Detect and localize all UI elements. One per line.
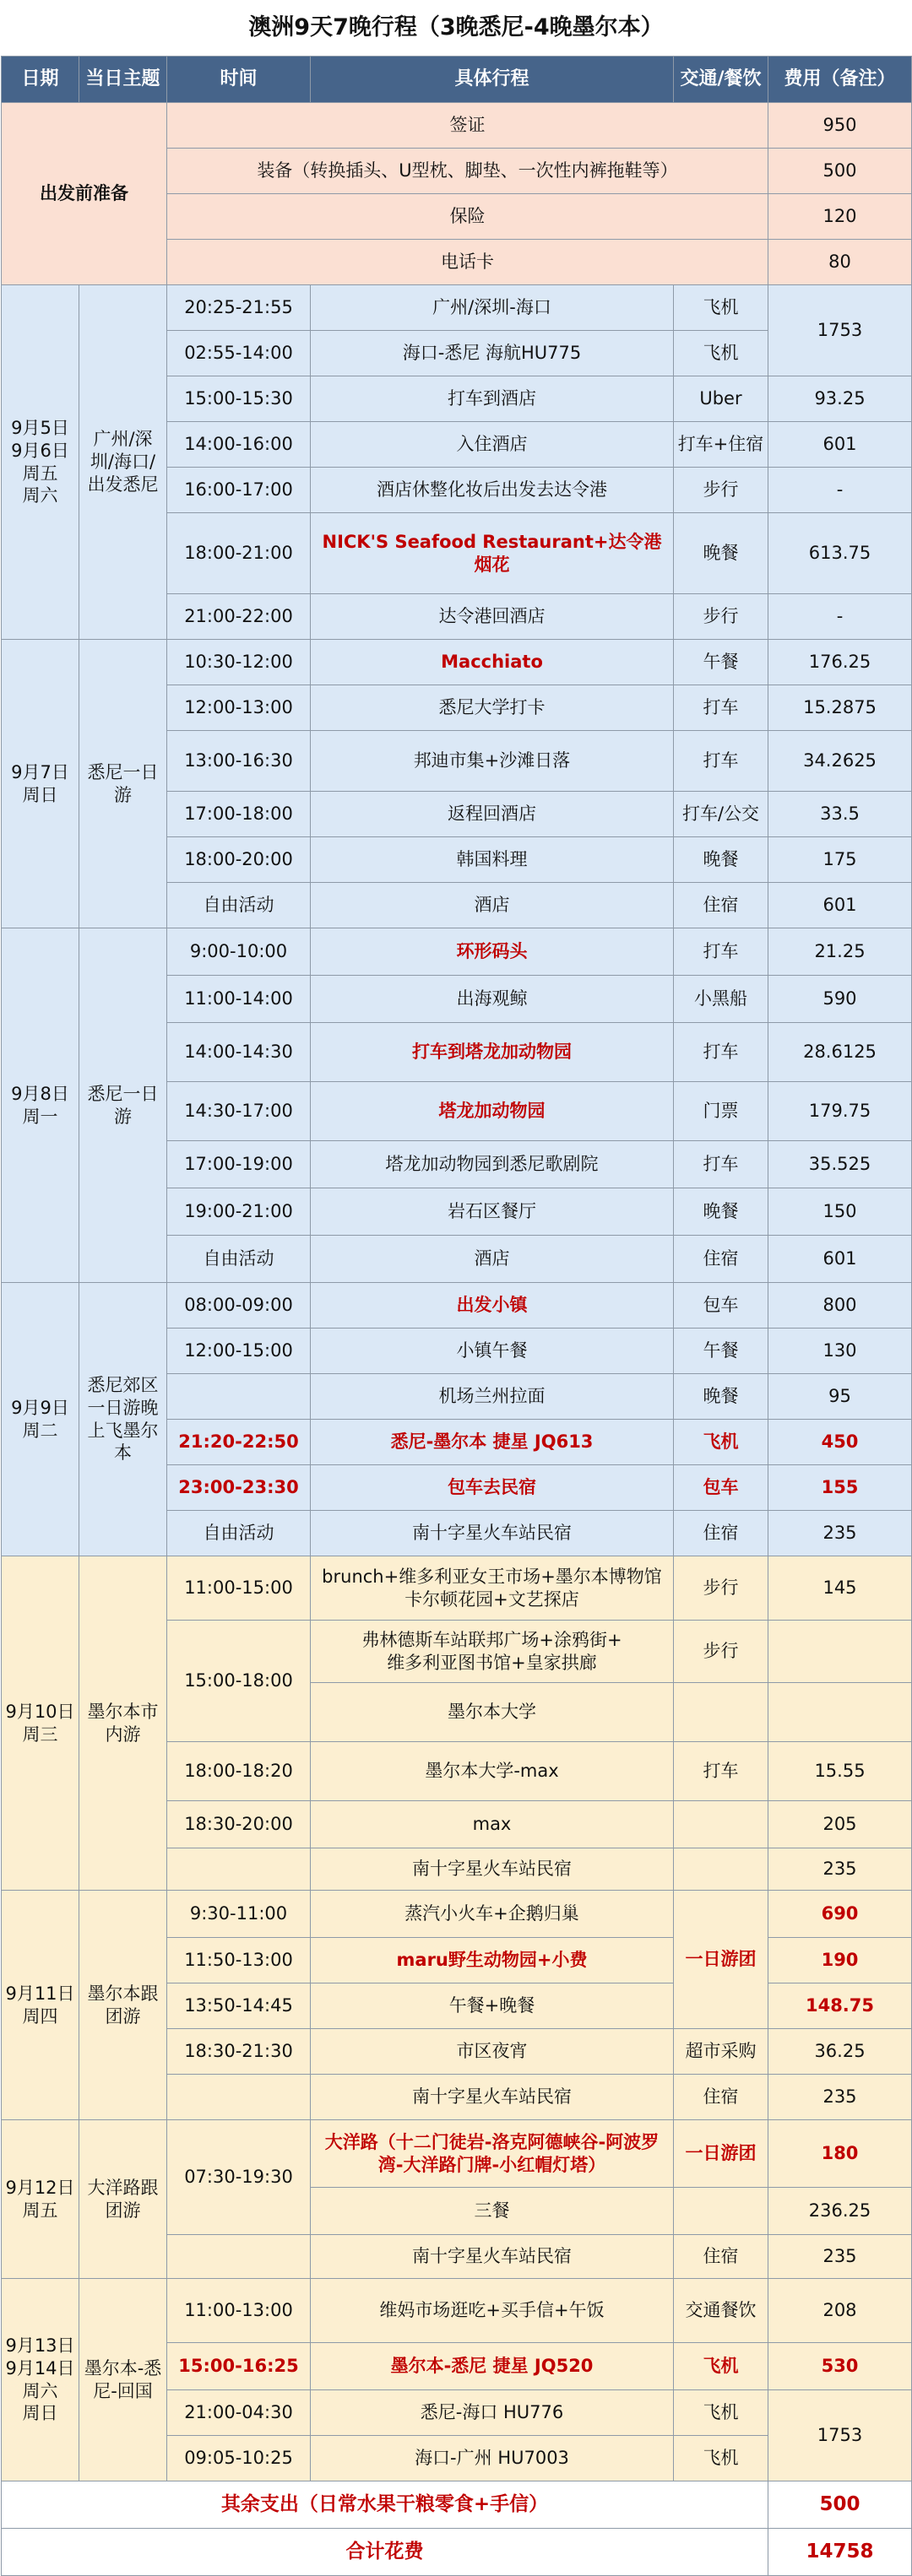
transport-cell: 一日游团 <box>674 1891 768 2029</box>
transport-cell: 打车 <box>674 685 768 731</box>
day-theme: 悉尼一日游 <box>79 640 167 928</box>
time-cell: 自由活动 <box>167 1236 311 1283</box>
transport-cell: 住宿 <box>674 2075 768 2120</box>
table-row <box>2 928 912 976</box>
time-cell: 09:05-10:25 <box>167 2436 311 2481</box>
header-time: 时间 <box>167 57 311 103</box>
time-cell: 20:25-21:55 <box>167 285 311 331</box>
pre-item: 签证 <box>167 103 768 149</box>
activity-cell: 南十字星火车站民宿 <box>311 1848 674 1891</box>
time-cell <box>167 2235 311 2279</box>
activity-cell: 入住酒店 <box>311 422 674 468</box>
transport-cell: 打车 <box>674 1742 768 1801</box>
time-cell: 21:00-22:00 <box>167 594 311 640</box>
transport-cell: 住宿 <box>674 883 768 928</box>
activity-cell: 酒店休整化妆后出发去达令港 <box>311 468 674 513</box>
activity-cell: 酒店 <box>311 1236 674 1283</box>
activity-cell: 机场兰州拉面 <box>311 1374 674 1420</box>
transport-cell <box>674 1683 768 1742</box>
time-cell: 15:00-18:00 <box>167 1621 311 1742</box>
time-cell: 14:00-16:00 <box>167 422 311 468</box>
cost-cell: 601 <box>768 883 912 928</box>
cost-cell: 601 <box>768 422 912 468</box>
day-date: 9月12日 周五 <box>2 2120 79 2279</box>
transport-cell: 步行 <box>674 594 768 640</box>
activity-cell: brunch+维多利亚女王市场+墨尔本博物馆 卡尔顿花园+文艺探店 <box>311 1556 674 1621</box>
cost-cell: 21.25 <box>768 928 912 976</box>
cost-cell: 235 <box>768 1511 912 1556</box>
table-row <box>2 2120 912 2188</box>
cost-cell: 155 <box>768 1465 912 1511</box>
activity-cell: 市区夜宵 <box>311 2029 674 2075</box>
other-expenses-cost: 500 <box>768 2481 912 2529</box>
time-cell: 15:00-15:30 <box>167 376 311 422</box>
day-date: 9月13日 9月14日 周六 周日 <box>2 2279 79 2481</box>
activity-cell: 大洋路（十二门徒岩-洛克阿德峡谷-阿波罗湾-大洋路门牌-小红帽灯塔） <box>311 2120 674 2188</box>
activity-cell: 悉尼-墨尔本 捷星 JQ613 <box>311 1420 674 1465</box>
cost-cell: 130 <box>768 1329 912 1374</box>
activity-cell: 墨尔本大学-max <box>311 1742 674 1801</box>
activity-cell: 酒店 <box>311 883 674 928</box>
transport-cell <box>674 1848 768 1891</box>
cost-cell: 28.6125 <box>768 1023 912 1082</box>
transport-cell: 一日游团 <box>674 2120 768 2188</box>
itinerary-table <box>1 56 912 2576</box>
cost-cell: 35.525 <box>768 1141 912 1188</box>
cost-cell: 235 <box>768 2075 912 2120</box>
cost-cell <box>768 1621 912 1683</box>
activity-cell: 岩石区餐厅 <box>311 1188 674 1236</box>
time-cell: 08:00-09:00 <box>167 1283 311 1329</box>
transport-cell: 打车/公交 <box>674 792 768 837</box>
cost-cell: 36.25 <box>768 2029 912 2075</box>
cost-cell: 145 <box>768 1556 912 1621</box>
transport-cell: 打车 <box>674 1141 768 1188</box>
cost-cell: 34.2625 <box>768 731 912 792</box>
cost-cell: 148.75 <box>768 1983 912 2029</box>
transport-cell: 住宿 <box>674 1511 768 1556</box>
day-date: 9月9日 周二 <box>2 1283 79 1556</box>
transport-cell: 飞机 <box>674 1420 768 1465</box>
cost-cell: 175 <box>768 837 912 883</box>
time-cell: 11:00-13:00 <box>167 2279 311 2343</box>
activity-cell: 南十字星火车站民宿 <box>311 2075 674 2120</box>
day-date: 9月10日 周三 <box>2 1556 79 1891</box>
cost-cell: 93.25 <box>768 376 912 422</box>
time-cell: 自由活动 <box>167 883 311 928</box>
cost-cell: 1753 <box>768 2390 912 2481</box>
activity-cell: 广州/深圳-海口 <box>311 285 674 331</box>
time-cell: 18:00-18:20 <box>167 1742 311 1801</box>
table-row <box>2 1891 912 1938</box>
activity-cell: 海口-广州 HU7003 <box>311 2436 674 2481</box>
time-cell: 17:00-18:00 <box>167 792 311 837</box>
time-cell: 13:00-16:30 <box>167 731 311 792</box>
cost-cell: 205 <box>768 1801 912 1848</box>
transport-cell <box>674 2188 768 2235</box>
pre-label: 出发前准备 <box>2 103 167 285</box>
activity-cell: 包车去民宿 <box>311 1465 674 1511</box>
table-row <box>2 103 912 149</box>
other-expenses-label: 其余支出（日常水果干粮零食+手信） <box>2 2481 768 2529</box>
activity-cell: 韩国料理 <box>311 837 674 883</box>
activity-cell: 出海观鲸 <box>311 976 674 1023</box>
cost-cell: 1753 <box>768 285 912 376</box>
time-cell: 9:30-11:00 <box>167 1891 311 1938</box>
time-cell: 19:00-21:00 <box>167 1188 311 1236</box>
day-date: 9月11日 周四 <box>2 1891 79 2120</box>
transport-cell: 飞机 <box>674 2390 768 2436</box>
activity-cell: 环形码头 <box>311 928 674 976</box>
table-row <box>2 1283 912 1329</box>
table-row <box>2 285 912 331</box>
time-cell: 14:00-14:30 <box>167 1023 311 1082</box>
activity-cell: 午餐+晚餐 <box>311 1983 674 2029</box>
activity-cell: 返程回酒店 <box>311 792 674 837</box>
time-cell: 自由活动 <box>167 1511 311 1556</box>
cost-cell: 15.2875 <box>768 685 912 731</box>
time-cell <box>167 1374 311 1420</box>
time-cell: 9:00-10:00 <box>167 928 311 976</box>
cost-cell: 613.75 <box>768 513 912 594</box>
day-theme: 悉尼一日游 <box>79 928 167 1283</box>
pre-item: 保险 <box>167 194 768 240</box>
transport-cell: 打车+住宿 <box>674 422 768 468</box>
day-date: 9月8日 周一 <box>2 928 79 1283</box>
transport-cell: 住宿 <box>674 2235 768 2279</box>
transport-cell: 超市采购 <box>674 2029 768 2075</box>
activity-cell: 塔龙加动物园到悉尼歌剧院 <box>311 1141 674 1188</box>
cost-cell: 450 <box>768 1420 912 1465</box>
activity-cell: 南十字星火车站民宿 <box>311 1511 674 1556</box>
cost-cell: 235 <box>768 2235 912 2279</box>
activity-cell: 打车到塔龙加动物园 <box>311 1023 674 1082</box>
transport-cell: 晚餐 <box>674 513 768 594</box>
day-date: 9月5日 9月6日 周五 周六 <box>2 285 79 640</box>
total-label: 合计花费 <box>2 2529 768 2576</box>
activity-cell: 悉尼大学打卡 <box>311 685 674 731</box>
cost-cell: 176.25 <box>768 640 912 685</box>
transport-cell: 步行 <box>674 468 768 513</box>
transport-cell: 午餐 <box>674 640 768 685</box>
time-cell: 23:00-23:30 <box>167 1465 311 1511</box>
transport-cell: Uber <box>674 376 768 422</box>
cost-cell: 190 <box>768 1938 912 1983</box>
header-activity: 具体行程 <box>311 57 674 103</box>
time-cell: 10:30-12:00 <box>167 640 311 685</box>
activity-cell: 邦迪市集+沙滩日落 <box>311 731 674 792</box>
activity-cell: 三餐 <box>311 2188 674 2235</box>
transport-cell: 住宿 <box>674 1236 768 1283</box>
activity-cell: 打车到酒店 <box>311 376 674 422</box>
transport-cell: 包车 <box>674 1283 768 1329</box>
transport-cell: 飞机 <box>674 285 768 331</box>
table-row <box>2 640 912 685</box>
cost-cell: 33.5 <box>768 792 912 837</box>
total-cost: 14758 <box>768 2529 912 2576</box>
header-row <box>2 57 912 103</box>
header-cost: 费用（备注） <box>768 57 912 103</box>
time-cell: 12:00-15:00 <box>167 1329 311 1374</box>
header-theme: 当日主题 <box>79 57 167 103</box>
activity-cell: 达令港回酒店 <box>311 594 674 640</box>
cost-cell: 800 <box>768 1283 912 1329</box>
activity-cell: 海口-悉尼 海航HU775 <box>311 331 674 376</box>
transport-cell: 包车 <box>674 1465 768 1511</box>
transport-cell: 步行 <box>674 1621 768 1683</box>
time-cell: 11:50-13:00 <box>167 1938 311 1983</box>
day-theme: 墨尔本市内游 <box>79 1556 167 1891</box>
day-theme: 墨尔本-悉尼-回国 <box>79 2279 167 2481</box>
cost-cell: 236.25 <box>768 2188 912 2235</box>
transport-cell: 打车 <box>674 1023 768 1082</box>
pre-cost: 120 <box>768 194 912 240</box>
time-cell: 13:50-14:45 <box>167 1983 311 2029</box>
time-cell: 02:55-14:00 <box>167 331 311 376</box>
time-cell <box>167 1848 311 1891</box>
cost-cell: 179.75 <box>768 1082 912 1141</box>
day-date: 9月7日 周日 <box>2 640 79 928</box>
transport-cell: 飞机 <box>674 331 768 376</box>
header-transport: 交通/餐饮 <box>674 57 768 103</box>
activity-cell: 南十字星火车站民宿 <box>311 2235 674 2279</box>
activity-cell: 出发小镇 <box>311 1283 674 1329</box>
other-expenses-row <box>2 2481 912 2529</box>
transport-cell: 飞机 <box>674 2343 768 2390</box>
time-cell: 11:00-15:00 <box>167 1556 311 1621</box>
cost-cell: 180 <box>768 2120 912 2188</box>
pre-item: 装备（转换插头、U型枕、脚垫、一次性内裤拖鞋等） <box>167 149 768 194</box>
time-cell: 07:30-19:30 <box>167 2120 311 2235</box>
activity-cell: 墨尔本大学 <box>311 1683 674 1742</box>
time-cell: 21:20-22:50 <box>167 1420 311 1465</box>
day-theme: 大洋路跟团游 <box>79 2120 167 2279</box>
table-row <box>2 2279 912 2343</box>
cost-cell: 590 <box>768 976 912 1023</box>
time-cell: 15:00-16:25 <box>167 2343 311 2390</box>
transport-cell: 打车 <box>674 731 768 792</box>
activity-cell: maru野生动物园+小费 <box>311 1938 674 1983</box>
time-cell: 21:00-04:30 <box>167 2390 311 2436</box>
activity-cell: Macchiato <box>311 640 674 685</box>
activity-cell: 悉尼-海口 HU776 <box>311 2390 674 2436</box>
activity-cell: 小镇午餐 <box>311 1329 674 1374</box>
time-cell: 18:30-21:30 <box>167 2029 311 2075</box>
transport-cell: 步行 <box>674 1556 768 1621</box>
activity-cell: max <box>311 1801 674 1848</box>
cost-cell: 235 <box>768 1848 912 1891</box>
transport-cell <box>674 1801 768 1848</box>
activity-cell: 塔龙加动物园 <box>311 1082 674 1141</box>
pre-item: 电话卡 <box>167 240 768 285</box>
activity-cell: 维妈市场逛吃+买手信+午饭 <box>311 2279 674 2343</box>
header-date: 日期 <box>2 57 79 103</box>
cost-cell: 150 <box>768 1188 912 1236</box>
cost-cell: 15.55 <box>768 1742 912 1801</box>
time-cell: 17:00-19:00 <box>167 1141 311 1188</box>
time-cell: 18:00-21:00 <box>167 513 311 594</box>
activity-cell: NICK'S Seafood Restaurant+达令港烟花 <box>311 513 674 594</box>
transport-cell: 晚餐 <box>674 837 768 883</box>
time-cell: 12:00-13:00 <box>167 685 311 731</box>
activity-cell: 弗林德斯车站联邦广场+涂鸦街+ 维多利亚图书馆+皇家拱廊 <box>311 1621 674 1683</box>
time-cell: 16:00-17:00 <box>167 468 311 513</box>
cost-cell: 530 <box>768 2343 912 2390</box>
transport-cell: 门票 <box>674 1082 768 1141</box>
transport-cell: 午餐 <box>674 1329 768 1374</box>
time-cell <box>167 2075 311 2120</box>
transport-cell: 晚餐 <box>674 1374 768 1420</box>
day-theme: 广州/深圳/海口/出发悉尼 <box>79 285 167 640</box>
day-theme: 墨尔本跟团游 <box>79 1891 167 2120</box>
pre-cost: 950 <box>768 103 912 149</box>
time-cell: 14:30-17:00 <box>167 1082 311 1141</box>
cost-cell: - <box>768 468 912 513</box>
transport-cell: 交通餐饮 <box>674 2279 768 2343</box>
total-row <box>2 2529 912 2576</box>
transport-cell: 打车 <box>674 928 768 976</box>
pre-cost: 80 <box>768 240 912 285</box>
cost-cell: 690 <box>768 1891 912 1938</box>
table-row <box>2 1556 912 1621</box>
cost-cell: - <box>768 594 912 640</box>
cost-cell: 601 <box>768 1236 912 1283</box>
transport-cell: 小黑船 <box>674 976 768 1023</box>
pre-cost: 500 <box>768 149 912 194</box>
page-title: 澳洲9天7晚行程（3晚悉尼-4晚墨尔本） <box>248 14 664 41</box>
activity-cell: 蒸汽小火车+企鹅归巢 <box>311 1891 674 1938</box>
time-cell: 11:00-14:00 <box>167 976 311 1023</box>
time-cell: 18:00-20:00 <box>167 837 311 883</box>
activity-cell: 墨尔本-悉尼 捷星 JQ520 <box>311 2343 674 2390</box>
cost-cell <box>768 1683 912 1742</box>
cost-cell: 95 <box>768 1374 912 1420</box>
transport-cell: 飞机 <box>674 2436 768 2481</box>
day-theme: 悉尼郊区一日游晚上飞墨尔本 <box>79 1283 167 1556</box>
transport-cell: 晚餐 <box>674 1188 768 1236</box>
cost-cell: 208 <box>768 2279 912 2343</box>
time-cell: 18:30-20:00 <box>167 1801 311 1848</box>
